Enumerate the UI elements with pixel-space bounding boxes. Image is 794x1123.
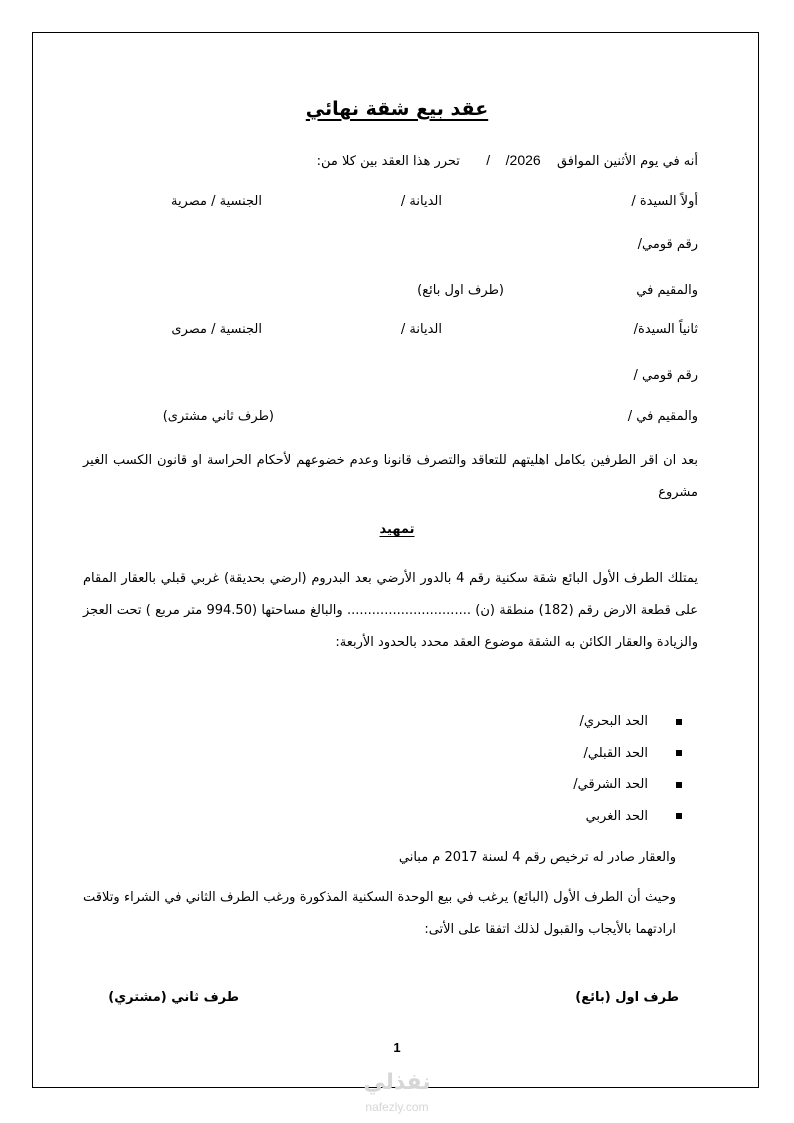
intro-date-suffix: تحرر هذا العقد بين كلا من: <box>316 154 460 169</box>
second-party-nationality-label: الجنسية / مصرى <box>171 322 262 337</box>
first-party-religion-label: الديانة / <box>400 194 442 209</box>
boundary-label: الحد البحري/ <box>579 714 648 730</box>
bullet-square-icon <box>676 719 682 725</box>
bullet-square-icon <box>676 813 682 819</box>
agreement-clause: وحيث أن الطرف الأول (البائع) يرغب في بيع الوحدة السكنية المذكورة ورغب الطرف الثاني في الشراء وتلاقت ارادتهما بالأيجاب والقبول لذلك اتفقا على الأتى: <box>83 890 676 937</box>
second-party-residence-label: والمقيم في / <box>627 409 698 424</box>
first-party-national-id-label: رقم قومي/ <box>637 237 698 252</box>
bullet-square-icon <box>676 782 682 788</box>
boundaries-list <box>573 706 698 832</box>
second-party-religion-label: الديانة / <box>400 322 442 337</box>
second-party-national-id-label: رقم قومي / <box>633 368 698 383</box>
intro-line <box>317 153 698 168</box>
second-party-role: (طرف ثاني مشترى) <box>162 409 274 424</box>
document-title: عقد بيع شقة نهائي <box>305 98 489 120</box>
boundary-label: الحد القبلي/ <box>583 745 648 761</box>
preamble-heading: تمهيد <box>379 522 415 537</box>
boundary-label: الحد الغربي <box>585 808 648 824</box>
property-description: يمتلك الطرف الأول البائع شقة سكنية رقم 4 بالدور الأرضي بعد البدروم (ارضي بحديقة) غربي قبلي بالعقار المقام على قطعة الارض رقم (182) منطقة (ن) .............................. والبالغ مساحتها (994.50 متر مربع ) تحت العجز والزيادة والعقار الكائن به الشقة موضوع العقد محدد بالحدود الأربعة: <box>83 571 699 650</box>
boundary-item <box>573 706 698 738</box>
intro-date-prefix: أنه في يوم الأثنين الموافق <box>556 154 698 169</box>
boundary-item <box>573 801 698 833</box>
signature-first-party: طرف اول (بائع) <box>575 990 679 1005</box>
boundary-item <box>573 738 698 770</box>
watermark-domain: nafezly.com <box>365 1100 429 1114</box>
watermark-logo: نفذلي <box>363 1070 431 1095</box>
bullet-square-icon <box>676 750 682 756</box>
boundary-item <box>573 769 698 801</box>
signature-second-party: طرف ثاني (مشتري) <box>108 990 239 1005</box>
capacity-clause: بعد ان اقر الطرفين بكامل اهليتهم للتعاقد والتصرف قانونا وعدم خضوعهم لأحكام الحراسة او قانون الكسب الغير مشروع <box>83 453 698 500</box>
second-party-name-label: ثانياً السيدة/ <box>633 322 698 337</box>
page-number: 1 <box>393 1040 401 1055</box>
license-clause: والعقار صادر له ترخيص رقم 4 لسنة 2017 م مباني <box>398 850 676 865</box>
first-party-name-label: أولاً السيدة / <box>631 194 698 209</box>
boundary-label: الحد الشرقي/ <box>573 777 648 793</box>
first-party-role: (طرف اول بائع) <box>417 283 504 298</box>
intro-date-value: / /2026 <box>486 152 541 168</box>
first-party-nationality-label: الجنسية / مصرية <box>170 194 262 209</box>
first-party-residence-label: والمقيم في <box>636 283 698 298</box>
